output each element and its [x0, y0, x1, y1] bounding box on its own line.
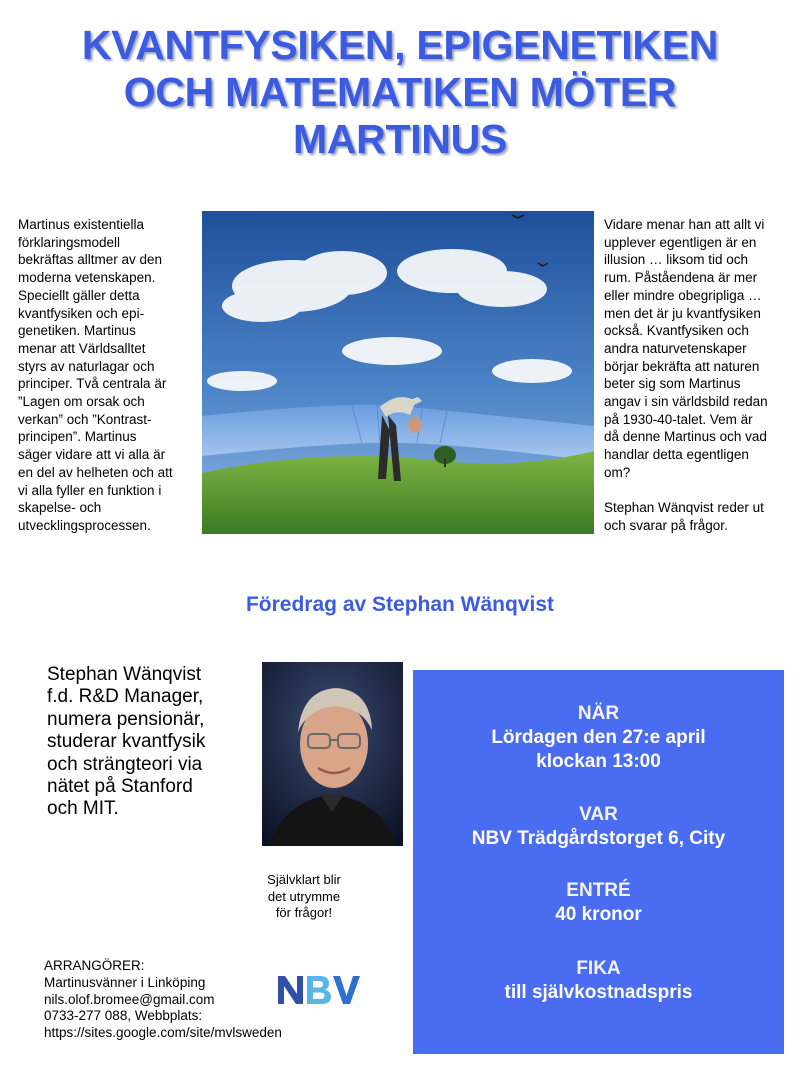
left-line: skapelse- och [18, 500, 102, 516]
note-line: för frågor! [275, 905, 333, 920]
entry-block [413, 879, 784, 927]
left-line: ”Lagen om orsak och [18, 394, 145, 410]
left-line: kvantfysiken och epi- [18, 305, 145, 321]
right-line: Stephan Wänqvist reder ut [604, 500, 764, 516]
bio-line: numera pensionär, [47, 708, 205, 730]
fika-value: till självkostnadspris [504, 982, 693, 1003]
logo-letter-b [307, 976, 331, 1004]
organizer-name: Martinusvänner i Linköping [44, 974, 206, 990]
right-line: då denne Martinus och vad [604, 429, 767, 445]
right-line: på 1930-40-talet. Vem är [604, 411, 753, 427]
right-line: också. Kvantfysiken och [604, 323, 749, 339]
lecture-subheading: Föredrag av Stephan Wänqvist [245, 593, 555, 616]
portrait-illustration [262, 662, 403, 846]
left-line: verkan” och ”Kontrast- [18, 411, 152, 427]
organizers-heading: ARRANGÖRER: [44, 958, 145, 973]
fika-label: FIKA [576, 958, 621, 979]
bio-line: Stephan Wänqvist [47, 664, 202, 685]
bio-line: och strängteori via [47, 753, 203, 775]
right-line: upplever egentligen är en [604, 234, 757, 250]
right-line: Vidare menar han att allt vi [604, 217, 765, 232]
left-line: menar att Världsalltet [18, 340, 146, 356]
where-value: NBV Trädgårdstorget 6, City [471, 828, 726, 849]
left-line: Martinus existentiella [18, 217, 145, 232]
right-text-column [604, 216, 788, 535]
logo-letter-v [333, 976, 360, 1004]
right-line: angav i sin världsbild redan [604, 394, 768, 410]
when-date: Lördagen den 27:e april [491, 727, 706, 748]
right-line: eller mindre obegripliga … [604, 287, 762, 303]
where-block [413, 803, 784, 851]
entry-label: ENTRÉ [566, 880, 631, 901]
left-line: vi alla fyller en funktion i [18, 482, 162, 498]
logo-letter-n [278, 976, 303, 1004]
title-line-3: MARTINUS [293, 116, 507, 162]
right-paragraph-2 [604, 499, 788, 534]
right-line: och svarar på frågor. [604, 517, 728, 533]
left-line: Speciellt gäller detta [18, 287, 140, 303]
left-line: utvecklingsprocessen. [18, 517, 151, 533]
right-line: börjar bekräfta att naturen [604, 358, 760, 374]
fika-block [413, 957, 784, 1005]
left-paragraph [18, 216, 196, 535]
left-line: principen”. Martinus [18, 429, 137, 445]
poster-title [20, 22, 780, 163]
left-line: säger vidare att vi alla är [18, 447, 166, 463]
right-line: beter sig som Martinus [604, 376, 741, 392]
organizer-phone: 0733-277 088, Webbplats: [44, 1008, 203, 1024]
bio-line: nätet på Stanford [47, 776, 193, 798]
nbv-logo-mark [276, 972, 362, 1006]
entry-value: 40 kronor [555, 904, 642, 925]
when-label: NÄR [577, 703, 620, 724]
right-line: andra naturvetenskaper [604, 340, 747, 356]
title-line-2: OCH MATEMATIKEN MÖTER [123, 69, 677, 115]
right-line: rum. Påståendena är mer [604, 270, 758, 286]
left-line: en del av helheten och att [18, 464, 173, 480]
left-line: moderna vetenskapen. [18, 270, 156, 286]
title-line-1: KVANTFYSIKEN, EPIGENETIKEN [81, 22, 719, 68]
bio-line: f.d. R&D Manager, [47, 686, 204, 708]
right-line: om? [604, 464, 631, 480]
right-line: illusion … liksom tid och [604, 252, 749, 268]
left-line: bekräftas alltmer av den [18, 252, 163, 268]
right-paragraph-1 [604, 216, 788, 482]
event-info-box [413, 670, 784, 1054]
organizer-website[interactable]: https://sites.google.com/site/mvlsweden [44, 1025, 282, 1041]
organizer-email[interactable]: nils.olof.bromee@gmail.com [44, 991, 215, 1007]
bio-line: och MIT. [47, 798, 119, 820]
speaker-bio [47, 664, 245, 821]
bio-line: studerar kvantfysik [47, 731, 206, 753]
note-line: Självklart blir [267, 872, 341, 887]
left-line: förklaringsmodell [18, 234, 121, 250]
hero-illustration [202, 211, 594, 534]
speaker-portrait [262, 662, 403, 846]
right-line: handlar detta egentligen [604, 447, 749, 463]
when-time: klockan 13:00 [536, 751, 661, 772]
questions-note [252, 872, 356, 922]
right-line: men det är ju kvantfysiken [604, 305, 761, 321]
hero-image [202, 211, 594, 534]
left-line: principer. Två centrala är [18, 376, 167, 392]
left-line: styrs av naturlagar och [18, 358, 155, 374]
left-line: genetiken. Martinus [18, 323, 136, 339]
where-label: VAR [579, 804, 618, 825]
note-line: det utrymme [267, 888, 341, 904]
nbv-logo [276, 972, 362, 1006]
left-text-column [18, 216, 196, 535]
when-block [413, 702, 784, 774]
